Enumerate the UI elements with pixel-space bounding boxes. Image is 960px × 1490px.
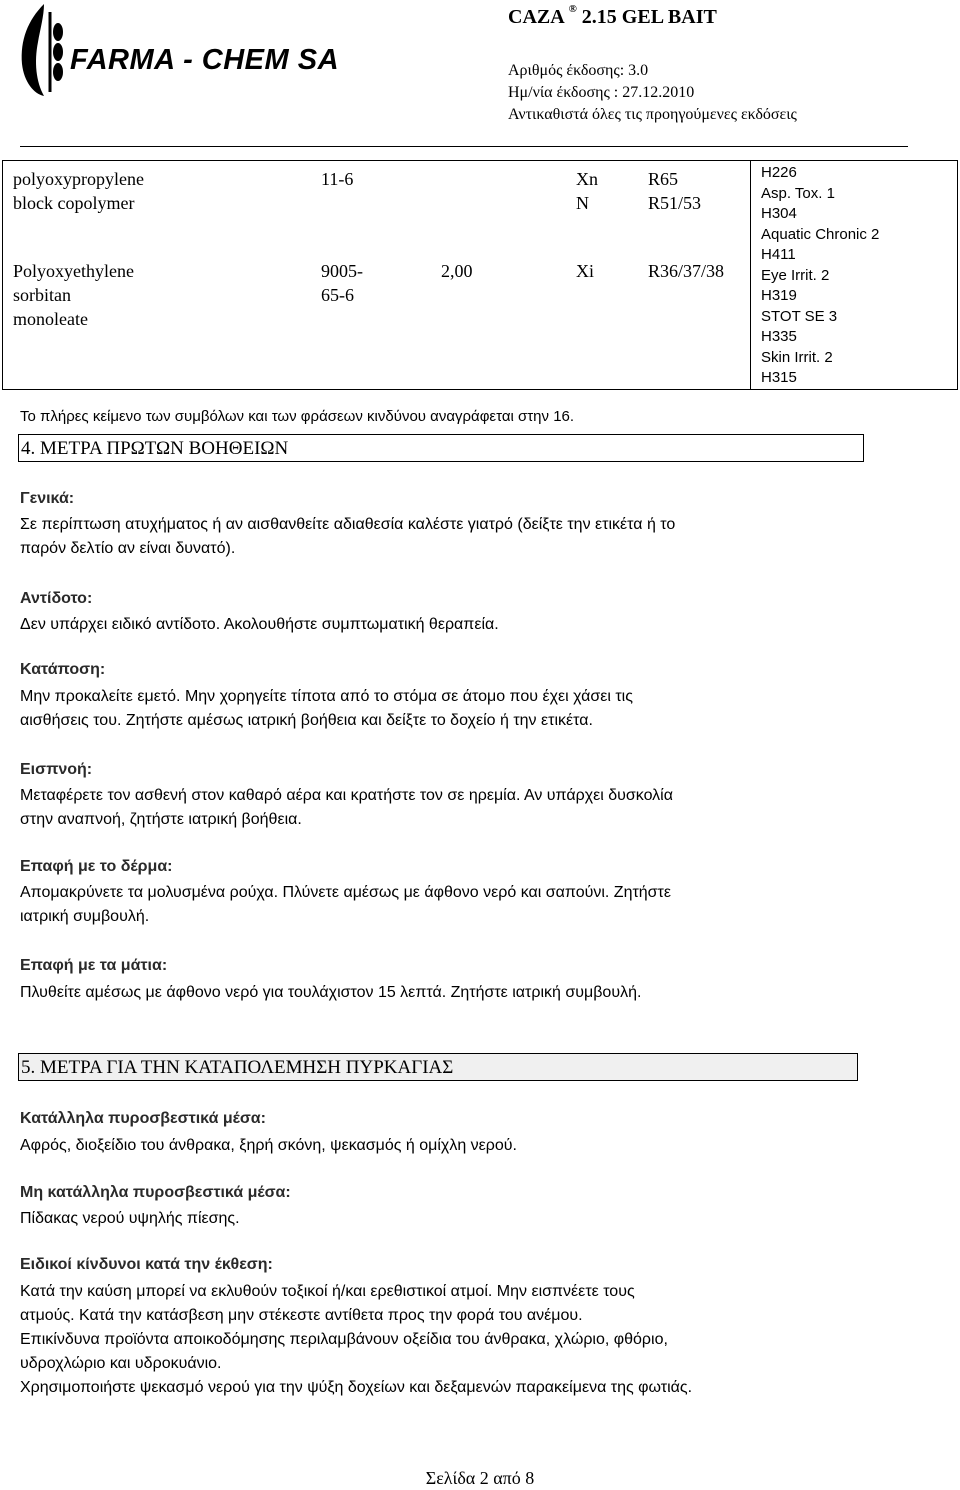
suitable-media-text: Αφρός, διοξείδιο του άνθρακα, ξηρή σκόνη, ψεκασμός ή ομίχλη νερού.	[20, 1137, 517, 1154]
inhalation-label: Εισπνοή:	[20, 761, 93, 778]
header-divider	[20, 146, 908, 147]
general-text: Σε περίπτωση ατυχήματος ή αν αισθανθείτε αδιαθεσία καλέστε γιατρό (δείξτε την ετικέτα ή το παρόν δελτίο αν είναι δυνατό).	[20, 516, 676, 557]
risk-phrase-cell: R65 R51/53	[648, 169, 702, 213]
table-row	[3, 161, 958, 259]
symbol-cell: Xn N	[576, 169, 598, 213]
unsuitable-media-text: Πίδακας νερού υψηλής πίεσης.	[20, 1210, 240, 1227]
unsuitable-media-label: Μη κατάλληλα πυροσβεστικά μέσα:	[20, 1184, 291, 1201]
risk-phrase-cell: R36/37/38	[648, 260, 725, 281]
cas-cell: 9005- 65-6	[321, 260, 363, 305]
ingestion-label: Κατάποση:	[20, 661, 106, 678]
registered-mark: ®	[568, 3, 577, 16]
skin-contact-label: Επαφή με το δέρμα:	[20, 858, 173, 875]
special-hazards-text: Κατά την καύση μπορεί να εκλυθούν τοξικοί ή/και ερεθιστικοί ατμοί. Μην εισπνέετε τους ατμούς. Κατά την κατάσβεση μην στέκεστε αντίθετα προς την φορά του ανέμου. Επικίνδυνα προϊόντα αποικοδόμησης περιλαμβάνουν οξείδια του άνθρακα, χλώριο, φθόριο, υδροχλώριο και υδροκυάνιο. Χρησιμοποιήστε ψεκασμό νερού για την ψύξη δοχείων και δεξαμενών παρακείμενα της φωτιάς.	[20, 1283, 693, 1396]
eye-contact-label: Επαφή με τα μάτια:	[20, 957, 168, 974]
clp-classification-cell: H226 Asp. Tox. 1 H304 Aquatic Chronic 2 H411 Eye Irrit. 2 H319 STOT SE 3 H335 Skin Irrit. 2 H315	[751, 161, 958, 390]
inhalation-text: Μεταφέρετε τον ασθενή στον καθαρό αέρα και κρατήστε τον σε ηρεμία. Αν υπάρχει δυσκολία στην αναπνοή, ζητήστε ιατρική βοήθεια.	[20, 787, 673, 828]
product-title	[508, 3, 717, 29]
section-4-title: 4. ΜΕΤΡΑ ΠΡΩΤΩΝ ΒΟΗΘΕΙΩΝ	[21, 438, 289, 459]
eye-contact-text: Πλυθείτε αμέσως με άφθονο νερό για τουλάχιστον 15 λεπτά. Ζητήστε ιατρική συμβουλή.	[20, 984, 642, 1001]
component-name-cell: polyoxypropylene block copolymer	[13, 169, 144, 213]
company-logo-text: FARMA - CHEM SA	[70, 44, 340, 76]
general-label: Γενικά:	[20, 490, 75, 507]
product-name: CAZA	[508, 6, 564, 28]
product-suffix: 2.15 GEL BAIT	[581, 6, 717, 28]
percent-cell	[441, 161, 576, 259]
antidote-text: Δεν υπάρχει ειδικό αντίδοτο. Ακολουθήστε συμπτωματική θεραπεία.	[20, 616, 499, 633]
percent-cell: 2,00	[441, 260, 473, 281]
component-name-cell: Polyoxyethylene sorbitan monoleate	[13, 260, 134, 329]
version-number: Αριθμός έκδοσης: 3.0	[508, 62, 649, 79]
special-hazards-label: Ειδικοί κίνδυνοι κατά την έκθεση:	[20, 1256, 273, 1273]
wheat-logo-icon	[14, 2, 74, 98]
symbol-cell: Xi	[576, 260, 594, 281]
cas-cell: 11-6	[321, 169, 354, 189]
section-4-heading	[18, 434, 864, 462]
symbols-note: Το πλήρες κείμενο των συμβόλων και των φράσεων κινδύνου αναγράφεται στην 16.	[20, 408, 575, 425]
issue-date: Ημ/νία έκδοσης : 27.12.2010	[508, 84, 695, 101]
suitable-media-label: Κατάλληλα πυροσβεστικά μέσα:	[20, 1110, 266, 1127]
composition-table	[2, 160, 958, 390]
antidote-label: Αντίδοτο:	[20, 590, 93, 607]
supersedes-note: Αντικαθιστά όλες τις προηγούμενες εκδόσεις	[508, 106, 797, 123]
ingestion-text: Μην προκαλείτε εμετό. Μην χορηγείτε τίποτα από το στόμα σε άτομο που έχει χάσει τις αισθήσεις του. Ζητήστε αμέσως ιατρική βοήθεια και δείξτε το δοχείο ή την ετικέτα.	[20, 688, 633, 729]
section-5-title: 5. ΜΕΤΡΑ ΓΙΑ ΤΗΝ ΚΑΤΑΠΟΛΕΜΗΣΗ ΠΥΡΚΑΓΙΑΣ	[21, 1057, 454, 1078]
page-number: Σελίδα 2 από 8	[425, 1468, 535, 1488]
section-5-heading	[18, 1053, 858, 1081]
skin-contact-text: Απομακρύνετε τα μολυσμένα ρούχα. Πλύνετε αμέσως με άφθονο νερό και σαπούνι. Ζητήστε ιατρική συμβουλή.	[20, 884, 672, 925]
